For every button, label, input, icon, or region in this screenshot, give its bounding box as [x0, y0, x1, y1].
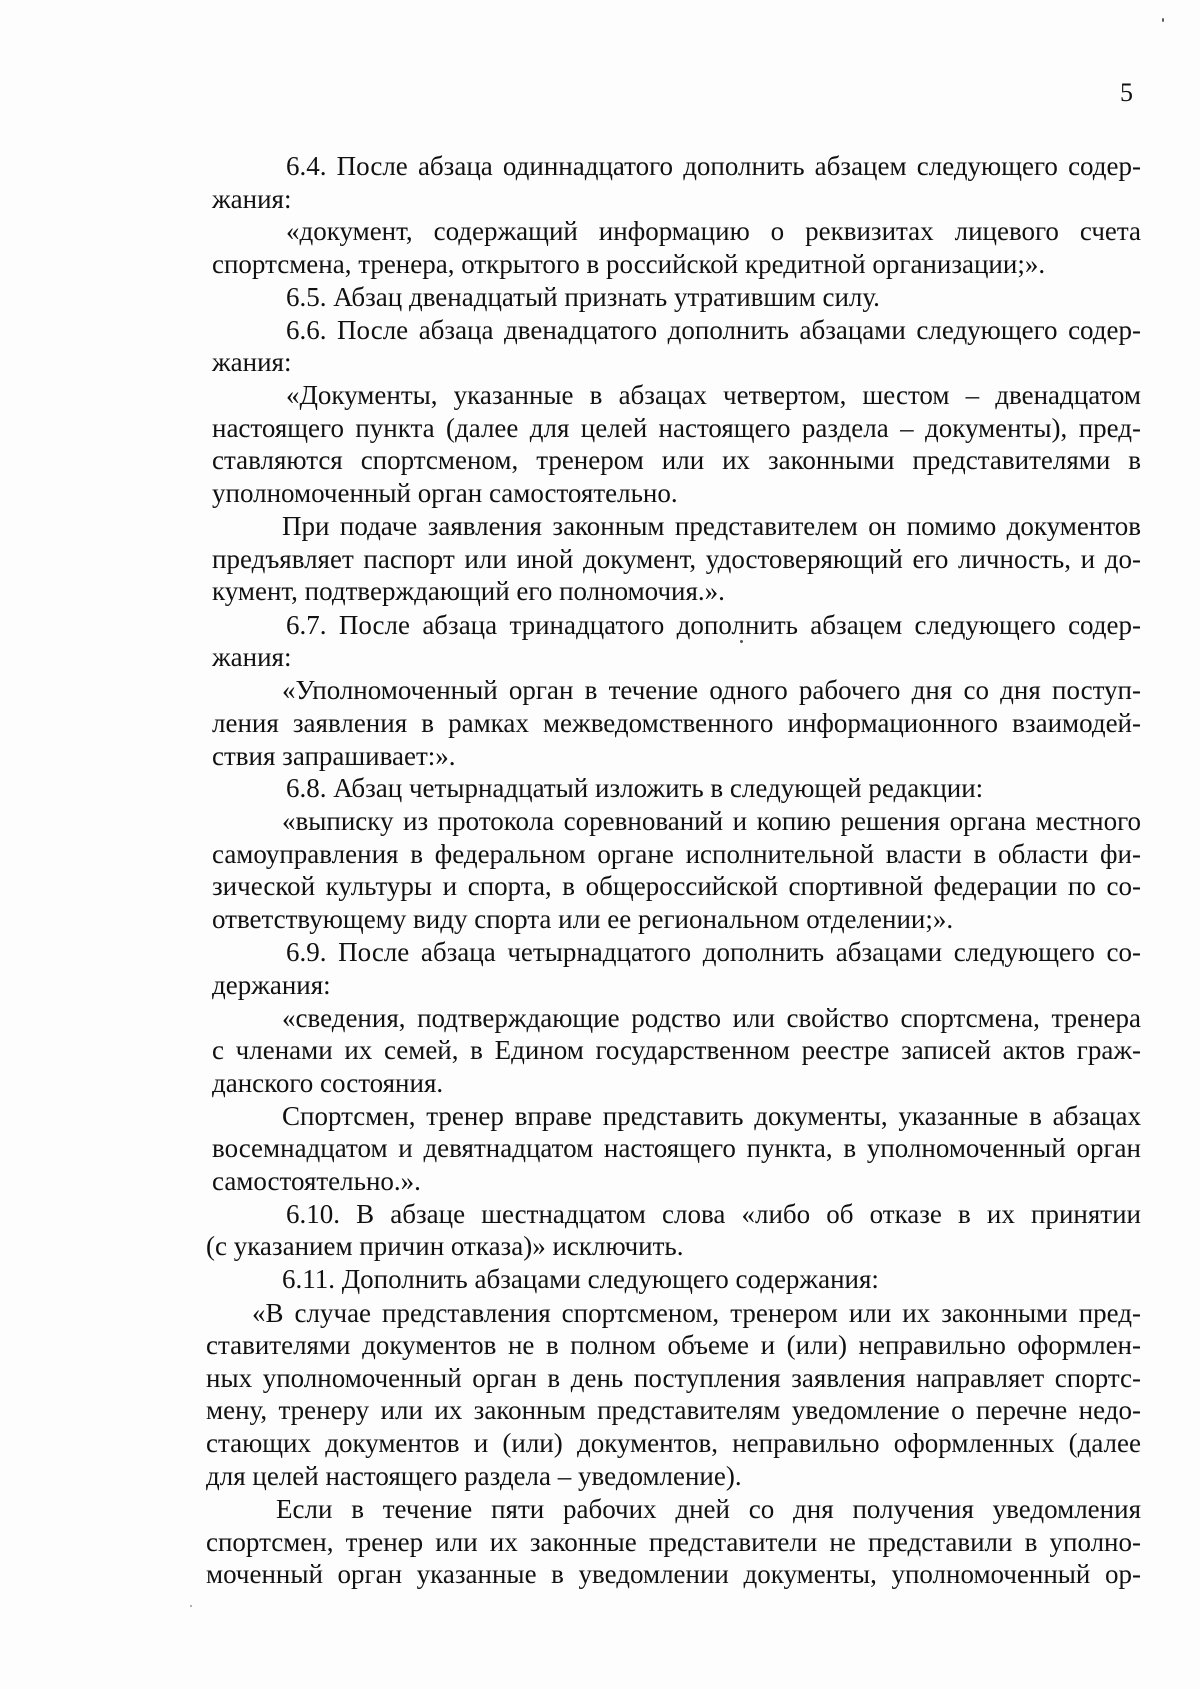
text-line: моченный орган указанные в уведомлении документы, уполномоченный ор-	[206, 1559, 1141, 1589]
text-line: стающих документов и (или) документов, неправильно оформленных (далее	[206, 1428, 1141, 1458]
text-line: кумент, подтверждающий его полномочия.».	[212, 576, 725, 606]
text-line: спортсмен, тренер или их законные представители не представили в уполно-	[206, 1527, 1141, 1557]
text-line: ставляются спортсменом, тренером или их законными представителями в	[212, 445, 1141, 475]
text-line: «документ, содержащий информацию о реквизитах лицевого счета	[286, 216, 1141, 246]
text-line: держания:	[212, 970, 331, 1000]
text-line: зической культуры и спорта, в общероссийской спортивной федерации по со-	[212, 871, 1141, 901]
text-line: жания:	[212, 347, 292, 377]
text-line: данского состояния.	[212, 1068, 444, 1098]
text-line: «выписку из протокола соревнований и копию решения органа местного	[282, 806, 1141, 836]
scan-speck	[190, 1605, 192, 1607]
text-line: с членами их семей, в Едином государственном реестре записей актов граж-	[212, 1035, 1141, 1065]
text-line: Спортсмен, тренер вправе представить документы, указанные в абзацах	[282, 1101, 1141, 1131]
text-line: ответствующему виду спорта или ее региональном отделении;».	[212, 904, 954, 934]
text-line: ления заявления в рамках межведомственного информационного взаимодей-	[212, 708, 1141, 738]
text-line: уполномоченный орган самостоятельно.	[212, 478, 678, 508]
page-number: 5	[1120, 78, 1133, 107]
text-line: для целей настоящего раздела – уведомление).	[206, 1461, 742, 1491]
text-line: предъявляет паспорт или иной документ, удостоверяющий его личность, и до-	[212, 544, 1141, 574]
text-line: 6.7. После абзаца тринадцатого дополнить абзацем следующего содер-	[286, 610, 1141, 640]
text-line: При подаче заявления законным представителем он помимо документов	[282, 511, 1141, 541]
text-line: «сведения, подтверждающие родство или свойство спортсмена, тренера	[282, 1003, 1141, 1033]
text-line: «Уполномоченный орган в течение одного рабочего дня со дня поступ-	[282, 675, 1141, 705]
text-line: 6.5. Абзац двенадцатый признать утратившим силу.	[286, 282, 880, 312]
text-line: восемнадцатом и девятнадцатом настоящего пункта, в уполномоченный орган	[212, 1133, 1141, 1163]
text-line: самостоятельно.».	[212, 1166, 421, 1196]
text-line: 6.9. После абзаца четырнадцатого дополнить абзацами следующего со-	[286, 937, 1141, 967]
text-line: «Документы, указанные в абзацах четвертом, шестом – двенадцатом	[286, 380, 1141, 410]
text-line: 6.8. Абзац четырнадцатый изложить в следующей редакции:	[286, 773, 984, 803]
text-line: ставителями документов не в полном объеме и (или) неправильно оформлен-	[206, 1330, 1141, 1360]
text-line: (с указанием причин отказа)» исключить.	[206, 1231, 684, 1261]
text-line: ствия запрашивает:».	[212, 741, 456, 771]
scan-speck	[740, 640, 743, 643]
scan-speck	[1162, 18, 1164, 22]
text-line: 6.11. Дополнить абзацами следующего содержания:	[282, 1264, 879, 1294]
text-line: спортсмена, тренера, открытого в российской кредитной организации;».	[212, 249, 1046, 279]
text-line: настоящего пункта (далее для целей настоящего раздела – документы), пред-	[212, 413, 1141, 443]
text-line: жания:	[212, 642, 292, 672]
text-line: ных уполномоченный орган в день поступления заявления направляет спортс-	[206, 1363, 1141, 1393]
text-line: Если в течение пяти рабочих дней со дня получения уведомления	[276, 1494, 1141, 1524]
text-line: жания:	[212, 184, 292, 214]
text-line: 6.6. После абзаца двенадцатого дополнить абзацами следующего содер-	[286, 315, 1141, 345]
text-line: самоуправления в федеральном органе исполнительной власти в области фи-	[212, 839, 1141, 869]
text-line: мену, тренеру или их законным представителям уведомление о перечне недо-	[206, 1395, 1141, 1425]
text-line: 6.4. После абзаца одиннадцатого дополнить абзацем следующего содер-	[286, 151, 1141, 181]
text-line: 6.10. В абзаце шестнадцатом слова «либо об отказе в их принятии	[286, 1199, 1141, 1229]
text-line: «В случае представления спортсменом, тренером или их законными пред-	[252, 1298, 1141, 1328]
